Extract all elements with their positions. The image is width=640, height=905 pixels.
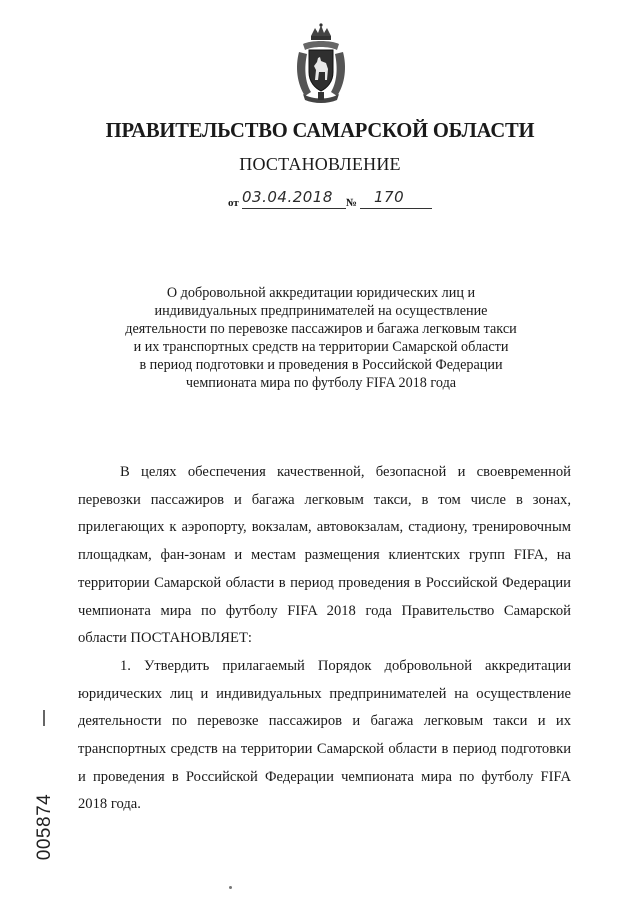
government-title: ПРАВИТЕЛЬСТВО САМАРСКОЙ ОБЛАСТИ [105,118,535,142]
margin-mark [43,710,45,726]
document-subject [96,284,546,392]
date-prefix: от [228,197,239,209]
body-preamble: В целях обеспечения качественной, безопасной и своевременной перевозки пассажиров и багажа легковым такси, в том числе в зонах, прилегающих к аэропорту, вокзалам, автовокзалам, стадиону, тренировочным площадкам, фан-зонам и местам размещения клиентских групп FIFA, на территории Самарской области в период проведения в Российской Федерации чемпионата мира по футболу FIFA 2018 года Правительство Самарской области ПОСТАНОВЛЯЕТ: [78,464,571,647]
subject-line: чемпионата мира по футболу FIFA 2018 года [185,375,457,391]
subject-line: в период подготовки и проведения в Российской Федерации [139,357,503,373]
document-body [78,459,571,819]
subject-line: и их транспортных средств на территории Самарской области [133,339,509,355]
document-date-number [228,188,438,212]
stamp-number: 005874 [34,793,55,861]
document-date: 03.04.2018 [242,188,333,206]
samara-coat-of-arms-icon [293,22,349,104]
subject-line: деятельности по перевозке пассажиров и багажа легковым такси [125,321,517,337]
subject-line: О добровольной аккредитации юридических лиц и [166,285,476,301]
scan-dot [229,886,232,889]
document-type: ПОСТАНОВЛЕНИЕ [239,154,401,174]
number-prefix: № [346,197,358,209]
document-number: 170 [374,188,405,206]
body-item-1: 1. Утвердить прилагаемый Порядок добровольной аккредитации юридических лиц и индивидуальных предпринимателей на осуществление деятельности по перевозке пассажиров и багажа легковым такси и их транспортных средств на территории Самарской области в период подготовки и проведения в Российской Федерации чемпионата мира по футболу FIFA 2018 года. [78,657,571,813]
date-underline [242,208,346,209]
subject-line: индивидуальных предпринимателей на осуществление [154,303,488,319]
margin-stamp [35,782,55,872]
number-underline [360,208,432,209]
